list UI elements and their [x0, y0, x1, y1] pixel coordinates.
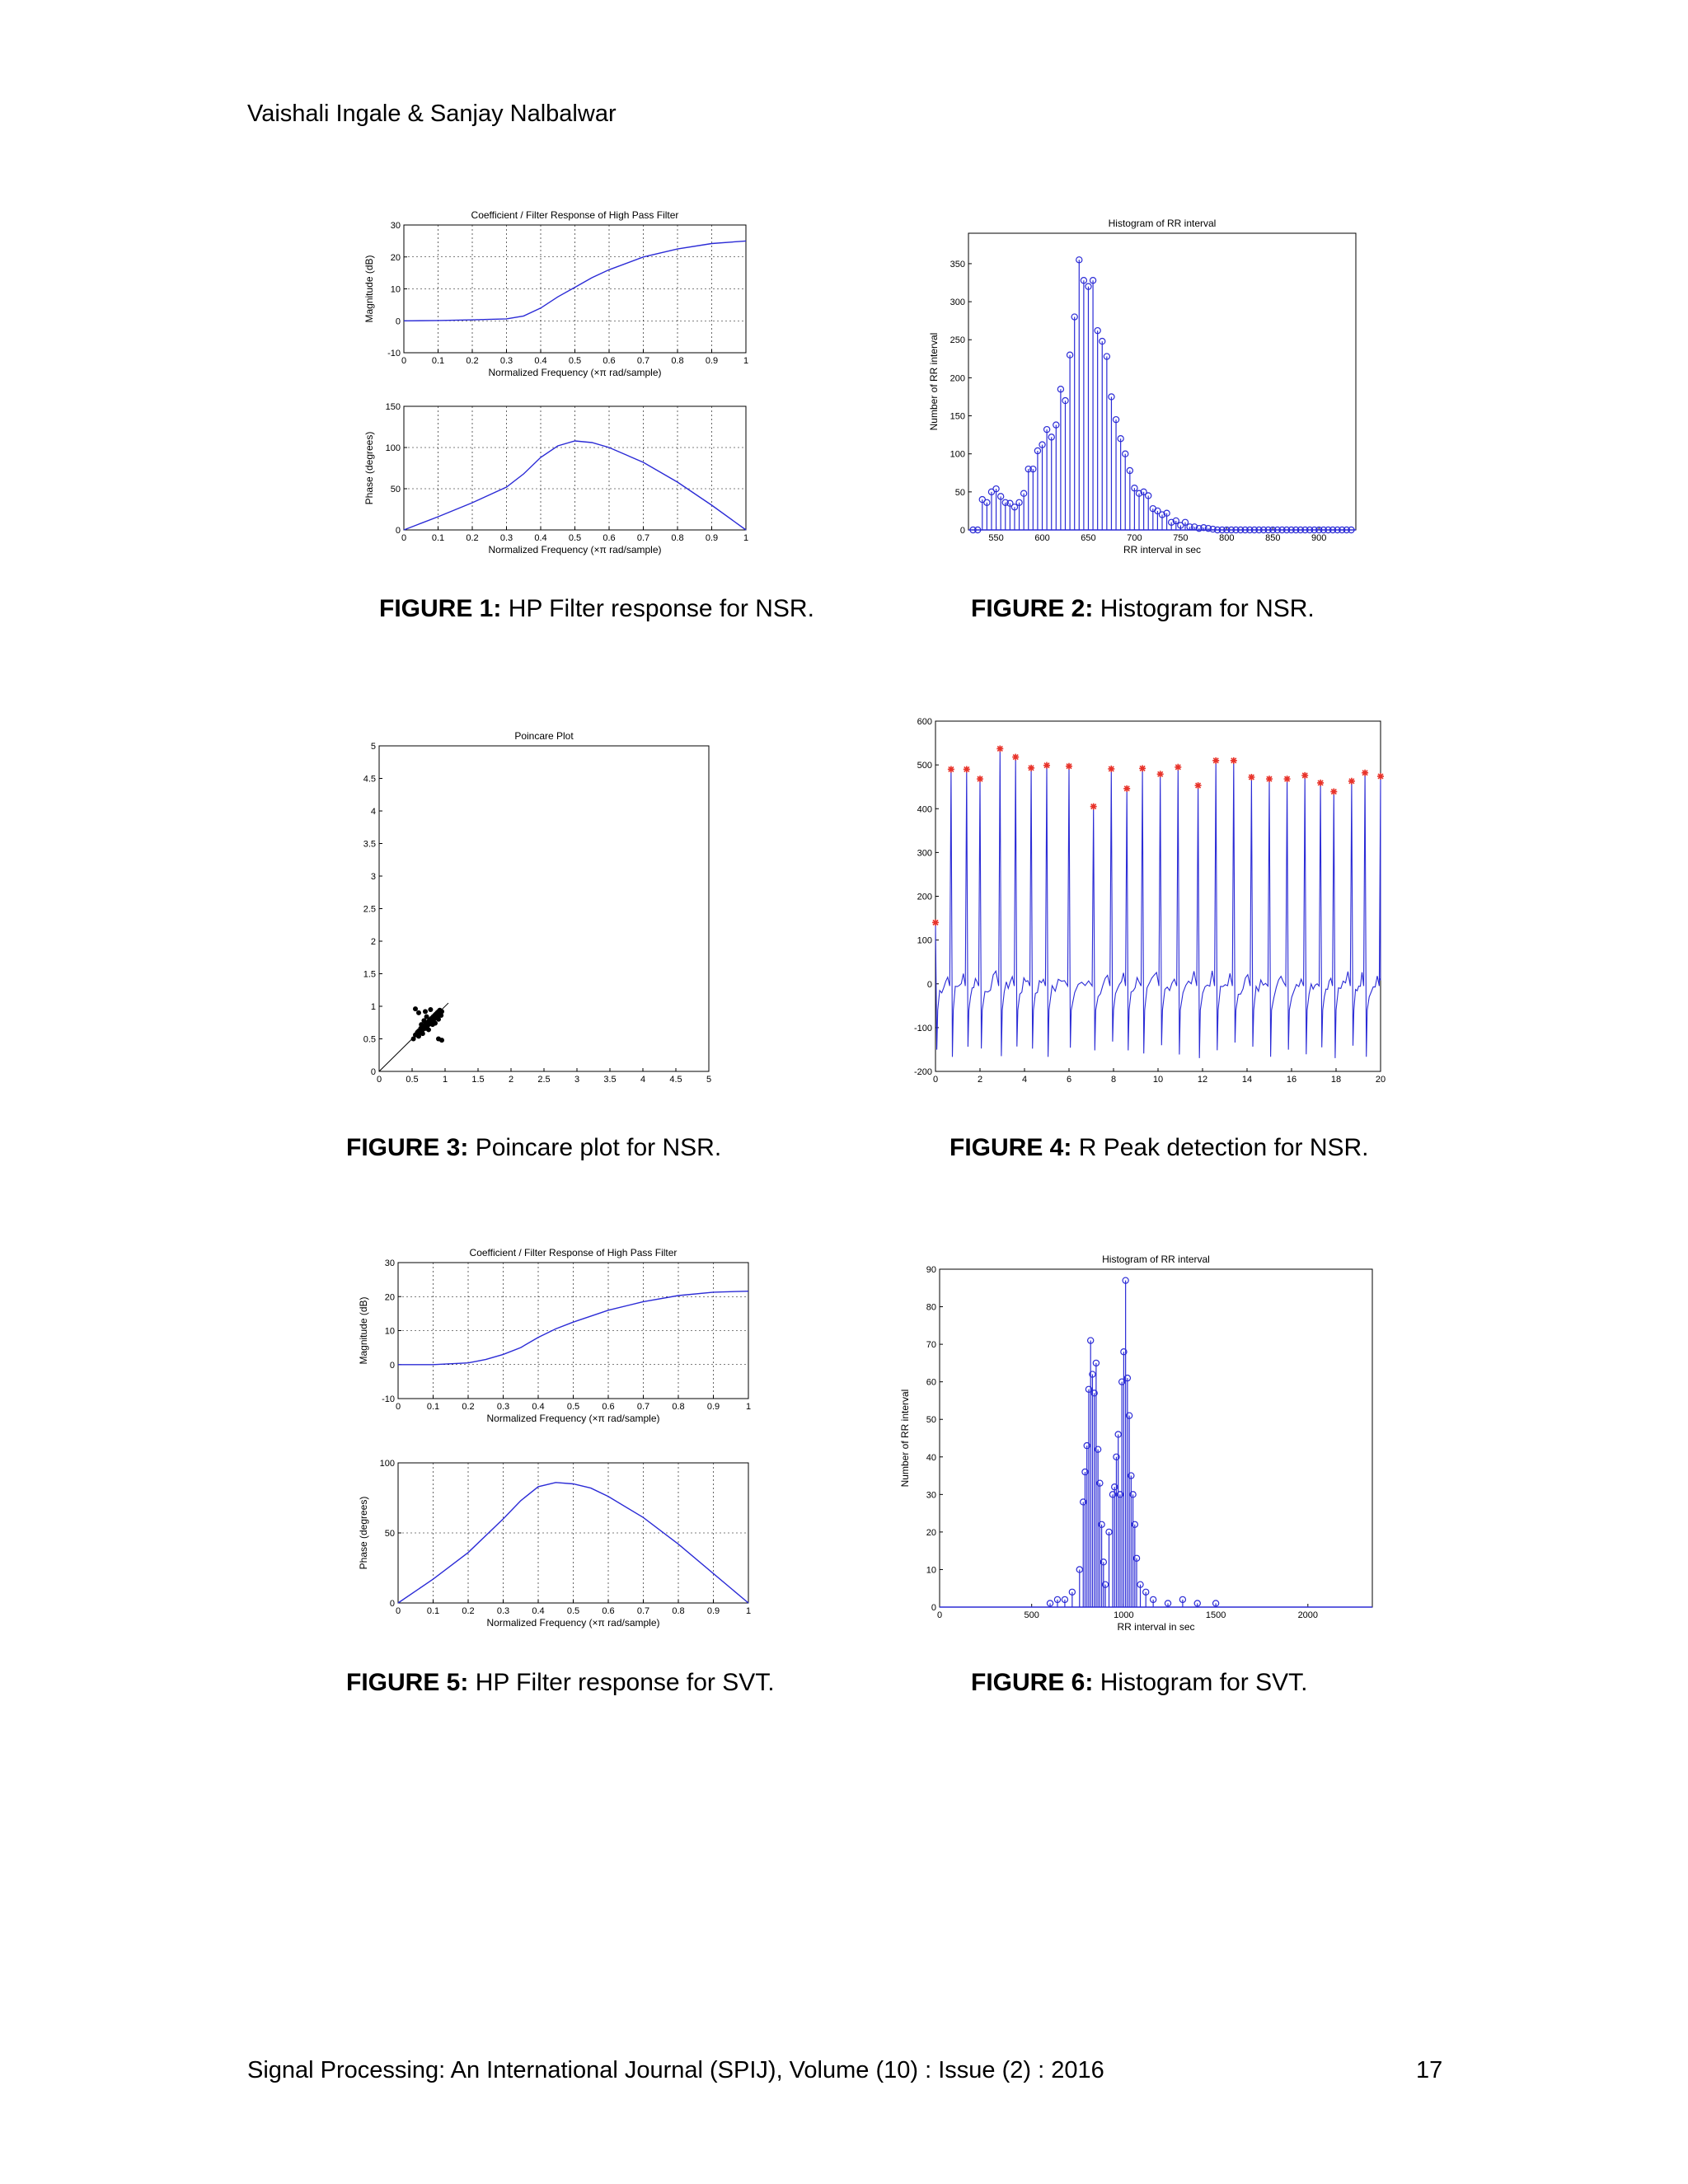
- x-tick-label: 0.9: [706, 1606, 720, 1616]
- r-peak-marker: [1348, 778, 1355, 785]
- page-footer: Signal Processing: An International Journal (SPIJ), Volume (10) : Issue (2) : 2016: [247, 2057, 1104, 2083]
- figure-3-caption: [346, 1134, 721, 1162]
- x-tick-label: 1: [743, 533, 749, 543]
- r-peak-marker: [1301, 772, 1308, 779]
- x-axis-label: RR interval in sec: [1117, 1621, 1195, 1633]
- scatter-point: [423, 1009, 428, 1014]
- x-tick-label: 0.6: [603, 356, 616, 366]
- x-axis-label: Normalized Frequency (×π rad/sample): [486, 1413, 660, 1424]
- x-tick-label: 1: [743, 356, 749, 366]
- y-tick-label: 0: [959, 526, 965, 536]
- r-peak-marker: [1012, 754, 1019, 761]
- x-tick-label: 0.4: [532, 1606, 545, 1616]
- scatter-point: [419, 1022, 424, 1027]
- x-tick-label: 0.8: [671, 356, 684, 366]
- y-tick-label: 90: [926, 1265, 936, 1275]
- chart-title: Poincare Plot: [514, 730, 574, 742]
- r-peak-marker: [1175, 764, 1181, 771]
- y-tick-label: 300: [950, 298, 965, 308]
- x-tick-label: 8: [1110, 1075, 1117, 1085]
- y-tick-label: 3.5: [363, 839, 376, 850]
- x-tick-label: 0.3: [496, 1606, 510, 1616]
- x-tick-label: 1000: [1114, 1610, 1134, 1620]
- x-tick-label: 12: [1197, 1075, 1208, 1085]
- r-peak-marker: [1195, 782, 1202, 789]
- r-peak-marker: [1377, 773, 1384, 780]
- r-peak-marker: [1108, 766, 1114, 772]
- x-tick-label: 0.6: [603, 533, 616, 543]
- figure-2-label: FIGURE 2:: [971, 595, 1094, 622]
- y-axis-label: Number of RR interval: [928, 332, 940, 431]
- figure-4-label: FIGURE 4:: [950, 1134, 1072, 1161]
- y-tick-label: 50: [926, 1415, 936, 1426]
- scatter-point: [416, 1033, 421, 1038]
- y-tick-label: 0: [931, 1603, 936, 1613]
- r-peak-marker: [964, 766, 970, 772]
- figure-1-text: HP Filter response for NSR.: [501, 595, 814, 622]
- figure-5-text: HP Filter response for SVT.: [468, 1669, 775, 1696]
- y-tick-label: 300: [917, 848, 932, 859]
- x-tick-label: 3: [574, 1075, 580, 1085]
- page-header: Vaishali Ingale & Sanjay Nalbalwar: [247, 101, 617, 127]
- fig1-phase-plot: [363, 402, 748, 555]
- x-tick-label: 2: [977, 1075, 983, 1085]
- x-tick-label: 650: [1081, 533, 1096, 543]
- x-tick-label: 6: [1066, 1075, 1072, 1085]
- x-tick-label: 2: [508, 1075, 514, 1085]
- x-tick-label: 850: [1265, 533, 1281, 543]
- y-tick-label: 10: [926, 1565, 936, 1576]
- figure-4-text: R Peak detection for NSR.: [1071, 1134, 1369, 1161]
- x-tick-label: 0: [395, 1606, 401, 1616]
- x-tick-label: 4.5: [669, 1075, 682, 1085]
- y-axis-label: Phase (degrees): [363, 431, 375, 505]
- x-tick-label: 0.6: [602, 1402, 615, 1412]
- plot-frame: [968, 233, 1356, 530]
- x-tick-label: 0.7: [636, 533, 650, 543]
- r-peak-marker: [1362, 770, 1368, 776]
- x-tick-label: 2000: [1297, 1610, 1319, 1620]
- x-tick-label: 0.1: [426, 1402, 440, 1412]
- scatter-point: [428, 1007, 433, 1012]
- x-tick-label: 1.5: [471, 1075, 485, 1085]
- figure-1-caption: [379, 595, 814, 623]
- r-peak-marker: [1330, 789, 1337, 795]
- x-tick-label: 0.2: [466, 356, 479, 366]
- r-peak-marker: [1284, 776, 1291, 782]
- x-tick-label: 5: [706, 1075, 712, 1085]
- x-tick-label: 800: [1219, 533, 1235, 543]
- x-tick-label: 0.4: [534, 356, 547, 366]
- x-tick-label: 0.6: [602, 1606, 615, 1616]
- figure-6-text: Histogram for SVT.: [1093, 1669, 1308, 1696]
- r-peak-marker: [996, 745, 1003, 752]
- x-tick-label: 0.7: [636, 1606, 650, 1616]
- x-axis-label: Normalized Frequency (×π rad/sample): [488, 544, 662, 555]
- figure-3-text: Poincare plot for NSR.: [468, 1134, 722, 1161]
- r-peak-marker: [1043, 762, 1050, 769]
- y-tick-label: 40: [926, 1452, 936, 1463]
- y-tick-label: 10: [384, 1326, 395, 1337]
- y-tick-label: 250: [950, 335, 965, 346]
- x-tick-label: 18: [1330, 1075, 1342, 1085]
- r-peak-marker: [1231, 757, 1237, 764]
- x-tick-label: 0.1: [431, 356, 445, 366]
- r-peak-marker: [1248, 774, 1254, 780]
- x-tick-label: 0: [376, 1075, 382, 1085]
- y-tick-label: 0: [395, 526, 401, 536]
- x-tick-label: 4: [1021, 1075, 1028, 1085]
- figure-6-caption: [971, 1669, 1307, 1697]
- y-tick-label: 100: [379, 1459, 395, 1469]
- x-tick-label: 500: [1024, 1610, 1039, 1620]
- fig4-rpeak-plot: [914, 717, 1386, 1085]
- y-tick-label: 1.5: [363, 969, 376, 980]
- x-tick-label: 0: [401, 533, 407, 543]
- x-tick-label: 0: [932, 1075, 939, 1085]
- x-tick-label: 3.5: [603, 1075, 617, 1085]
- y-tick-label: 0: [389, 1599, 395, 1609]
- x-tick-label: 0.4: [532, 1402, 545, 1412]
- r-peak-marker: [1028, 765, 1034, 771]
- chart-title: Histogram of RR interval: [1102, 1254, 1210, 1265]
- y-axis-label: Phase (degrees): [358, 1496, 369, 1570]
- x-tick-label: 0.9: [705, 356, 719, 366]
- y-tick-label: 1: [370, 1002, 376, 1012]
- x-tick-label: 750: [1173, 533, 1189, 543]
- y-tick-label: 100: [917, 935, 932, 946]
- y-tick-label: 30: [384, 1258, 395, 1268]
- chart-title: Histogram of RR interval: [1108, 218, 1217, 229]
- y-tick-label: -100: [913, 1023, 932, 1033]
- r-peak-marker: [1066, 763, 1072, 770]
- chart-title: Coefficient / Filter Response of High Pass Filter: [471, 209, 679, 221]
- y-tick-label: 0: [926, 979, 932, 990]
- y-tick-label: 500: [917, 761, 932, 771]
- r-peak-marker: [1090, 804, 1097, 810]
- y-tick-label: 150: [950, 411, 965, 422]
- y-tick-label: 20: [390, 252, 401, 263]
- y-tick-label: 20: [384, 1292, 395, 1303]
- r-peak-marker: [1123, 785, 1130, 792]
- figure-6-histogram-svt: [898, 1240, 1393, 1648]
- scatter-point: [433, 1021, 438, 1026]
- x-tick-label: 0: [401, 356, 407, 366]
- scatter-point: [439, 1009, 444, 1014]
- x-tick-label: 4: [640, 1075, 646, 1085]
- scatter-point: [413, 1006, 418, 1011]
- y-tick-label: 0.5: [363, 1034, 376, 1045]
- r-peak-marker: [1317, 780, 1324, 786]
- x-tick-label: 0.1: [426, 1606, 440, 1616]
- r-peak-marker: [1157, 771, 1164, 777]
- figure-5-caption: [346, 1669, 775, 1697]
- x-tick-label: 0.7: [636, 1402, 650, 1412]
- r-peak-marker: [1212, 757, 1219, 764]
- figure-4-rpeak-nsr: [898, 709, 1401, 1096]
- x-tick-label: 0.5: [568, 533, 582, 543]
- y-tick-label: 100: [950, 449, 965, 460]
- x-tick-label: 0.2: [462, 1402, 475, 1412]
- r-peak-marker: [1266, 776, 1273, 782]
- figure-1-label: FIGURE 1:: [379, 595, 502, 622]
- fig1-magnitude-plot: [363, 209, 748, 378]
- scatter-point: [416, 1010, 421, 1015]
- y-tick-label: 200: [917, 892, 932, 902]
- x-tick-label: 1: [745, 1402, 752, 1412]
- x-tick-label: 14: [1241, 1075, 1253, 1085]
- y-tick-label: -10: [382, 1394, 395, 1404]
- figure-5-label: FIGURE 5:: [346, 1669, 469, 1696]
- y-tick-label: 0: [389, 1360, 395, 1371]
- fig6-histogram-plot: [899, 1254, 1372, 1633]
- x-tick-label: 0: [395, 1402, 401, 1412]
- figure-3-poincare-nsr: [350, 721, 746, 1096]
- r-peak-marker: [948, 766, 954, 772]
- scatter-point: [439, 1038, 444, 1043]
- y-tick-label: 10: [390, 284, 401, 295]
- y-tick-label: 50: [390, 485, 401, 494]
- y-tick-label: 50: [954, 487, 965, 498]
- y-tick-label: 0: [395, 316, 401, 327]
- y-tick-label: 60: [926, 1377, 936, 1388]
- y-tick-label: 20: [926, 1527, 936, 1538]
- x-tick-label: 20: [1375, 1075, 1386, 1085]
- y-tick-label: 200: [950, 373, 965, 384]
- x-tick-label: 0.3: [496, 1402, 510, 1412]
- x-tick-label: 900: [1311, 533, 1327, 543]
- x-tick-label: 0.4: [534, 533, 547, 543]
- figure-2-caption: [971, 595, 1315, 623]
- x-tick-label: 16: [1286, 1075, 1297, 1085]
- scatter-point: [426, 1027, 431, 1032]
- figure-4-caption: [950, 1134, 1369, 1162]
- y-tick-label: 2: [370, 937, 376, 947]
- x-tick-label: 0.9: [706, 1402, 720, 1412]
- x-tick-label: 0.5: [566, 1606, 580, 1616]
- fig3-poincare-plot: [363, 730, 711, 1085]
- x-tick-label: 1: [442, 1075, 448, 1085]
- x-tick-label: 0.1: [431, 533, 445, 543]
- y-tick-label: 0: [370, 1067, 376, 1077]
- y-tick-label: 2.5: [363, 904, 376, 915]
- x-tick-label: 0: [936, 1610, 943, 1620]
- y-tick-label: 5: [370, 742, 376, 752]
- x-tick-label: 2.5: [537, 1075, 551, 1085]
- y-tick-label: 50: [384, 1529, 395, 1539]
- y-axis-label: Number of RR interval: [899, 1389, 911, 1488]
- x-tick-label: 0.3: [499, 533, 513, 543]
- y-tick-label: 600: [917, 717, 932, 727]
- fig5-magnitude-plot: [358, 1247, 751, 1424]
- page-number: 17: [1416, 2057, 1443, 2083]
- x-tick-label: 0.3: [499, 356, 513, 366]
- r-peak-marker: [932, 919, 939, 926]
- y-axis-label: Magnitude (dB): [358, 1296, 369, 1365]
- x-axis-label: Normalized Frequency (×π rad/sample): [488, 367, 662, 378]
- x-tick-label: 1500: [1205, 1610, 1226, 1620]
- r-peak-marker: [1139, 765, 1146, 771]
- y-tick-label: 4.5: [363, 774, 376, 785]
- x-tick-label: 0.9: [705, 533, 719, 543]
- fig2-histogram-plot: [928, 218, 1356, 555]
- r-peak-marker: [977, 776, 983, 782]
- x-tick-label: 600: [1034, 533, 1050, 543]
- y-tick-label: -10: [387, 349, 401, 359]
- y-tick-label: 150: [385, 402, 401, 412]
- y-tick-label: 4: [370, 807, 376, 817]
- x-tick-label: 0.2: [466, 533, 479, 543]
- x-axis-label: Normalized Frequency (×π rad/sample): [486, 1617, 660, 1629]
- y-tick-label: 3: [370, 872, 376, 882]
- x-tick-label: 0.8: [672, 1606, 685, 1616]
- figure-2-histogram-nsr: [919, 209, 1381, 581]
- y-tick-label: 100: [385, 443, 401, 453]
- x-tick-label: 1: [745, 1606, 752, 1616]
- x-tick-label: 10: [1152, 1075, 1164, 1085]
- plot-frame: [940, 1269, 1372, 1607]
- x-tick-label: 0.5: [406, 1075, 419, 1085]
- x-tick-label: 700: [1127, 533, 1142, 543]
- figure-6-label: FIGURE 6:: [971, 1669, 1094, 1696]
- figure-5-hp-filter-svt: [350, 1236, 779, 1648]
- figure-2-text: Histogram for NSR.: [1093, 595, 1315, 622]
- y-tick-label: 70: [926, 1340, 936, 1351]
- y-tick-label: 400: [917, 804, 932, 815]
- x-tick-label: 0.5: [566, 1402, 580, 1412]
- fig5-phase-plot: [358, 1459, 751, 1629]
- x-tick-label: 0.2: [462, 1606, 475, 1616]
- y-tick-label: 350: [950, 259, 965, 269]
- figure-3-label: FIGURE 3:: [346, 1134, 469, 1161]
- x-tick-label: 0.5: [568, 356, 582, 366]
- y-tick-label: 30: [926, 1490, 936, 1501]
- x-tick-label: 0.7: [636, 356, 650, 366]
- y-tick-label: 30: [390, 221, 401, 231]
- y-axis-label: Magnitude (dB): [363, 255, 375, 323]
- chart-title: Coefficient / Filter Response of High Pass Filter: [469, 1247, 678, 1258]
- figure-1-hp-filter-nsr: [350, 200, 812, 573]
- x-axis-label: RR interval in sec: [1123, 544, 1202, 555]
- x-tick-label: 550: [988, 533, 1004, 543]
- y-tick-label: -200: [913, 1067, 932, 1077]
- y-tick-label: 80: [926, 1302, 936, 1313]
- x-tick-label: 0.8: [672, 1402, 685, 1412]
- x-tick-label: 0.8: [671, 533, 684, 543]
